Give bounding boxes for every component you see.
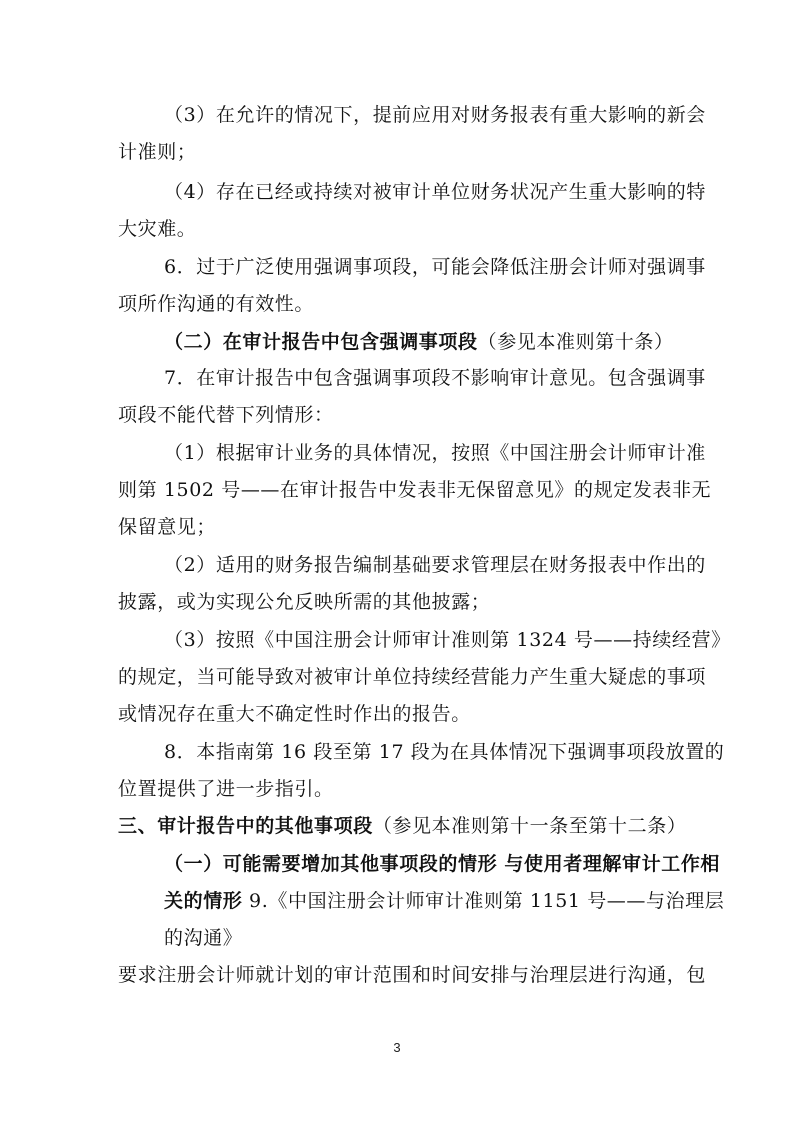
paragraph-line: 大灾难。 <box>118 218 197 240</box>
paragraph-line: 项段不能代替下列情形： <box>118 404 334 426</box>
paragraph-line: 的规定，当可能导致对被审计单位持续经营能力产生重大疑虑的事项 <box>118 666 707 688</box>
section-heading: 三、审计报告中的其他事项段（参见本准则第十一条至第十二条） <box>118 815 687 837</box>
paragraph-line: 或情况存在重大不确定性时作出的报告。 <box>118 703 471 725</box>
section-heading: （二）在审计报告中包含强调事项段（参见本准则第十条） <box>164 331 674 353</box>
paragraph-line: （4）存在已经或持续对被审计单位财务状况产生重大影响的特 <box>164 181 706 203</box>
paragraph-line: 关的情形 9.《中国注册会计师审计准则第 1151 号——与治理层 <box>164 890 725 912</box>
paragraph-line: 7．在审计报告中包含强调事项段不影响审计意见。包含强调事 <box>164 367 706 389</box>
paragraph-line: 的沟通》 <box>164 927 243 949</box>
subsection-heading: （一）可能需要增加其他事项段的情形 与使用者理解审计工作相 <box>164 853 721 875</box>
paragraph-line: 保留意见； <box>118 516 217 538</box>
paragraph-line: （1）根据审计业务的具体情况，按照《中国注册会计师审计准 <box>164 442 706 464</box>
paragraph-line: 要求注册会计师就计划的审计范围和时间安排与治理层进行沟通，包 <box>118 964 707 986</box>
paragraph-line: 位置提供了进一步指引。 <box>118 778 334 800</box>
paragraph-line: 披露，或为实现公允反映所需的其他披露； <box>118 591 491 613</box>
page-number: 3 <box>393 1040 401 1055</box>
paragraph-line: （2）适用的财务报告编制基础要求管理层在财务报表中作出的 <box>164 554 706 576</box>
paragraph-line: 8．本指南第 16 段至第 17 段为在具体情况下强调事项段放置的 <box>164 741 725 763</box>
paragraph-line: 计准则； <box>118 141 197 163</box>
paragraph-line: 项所作沟通的有效性。 <box>118 293 315 315</box>
paragraph-line: （3）按照《中国注册会计师审计准则第 1324 号——持续经营》 <box>164 629 731 651</box>
paragraph-line: （3）在允许的情况下，提前应用对财务报表有重大影响的新会 <box>164 104 706 126</box>
paragraph-line: 则第 1502 号——在审计报告中发表非无保留意见》的规定发表非无 <box>118 479 712 501</box>
paragraph-line: 6．过于广泛使用强调事项段，可能会降低注册会计师对强调事 <box>164 256 706 278</box>
